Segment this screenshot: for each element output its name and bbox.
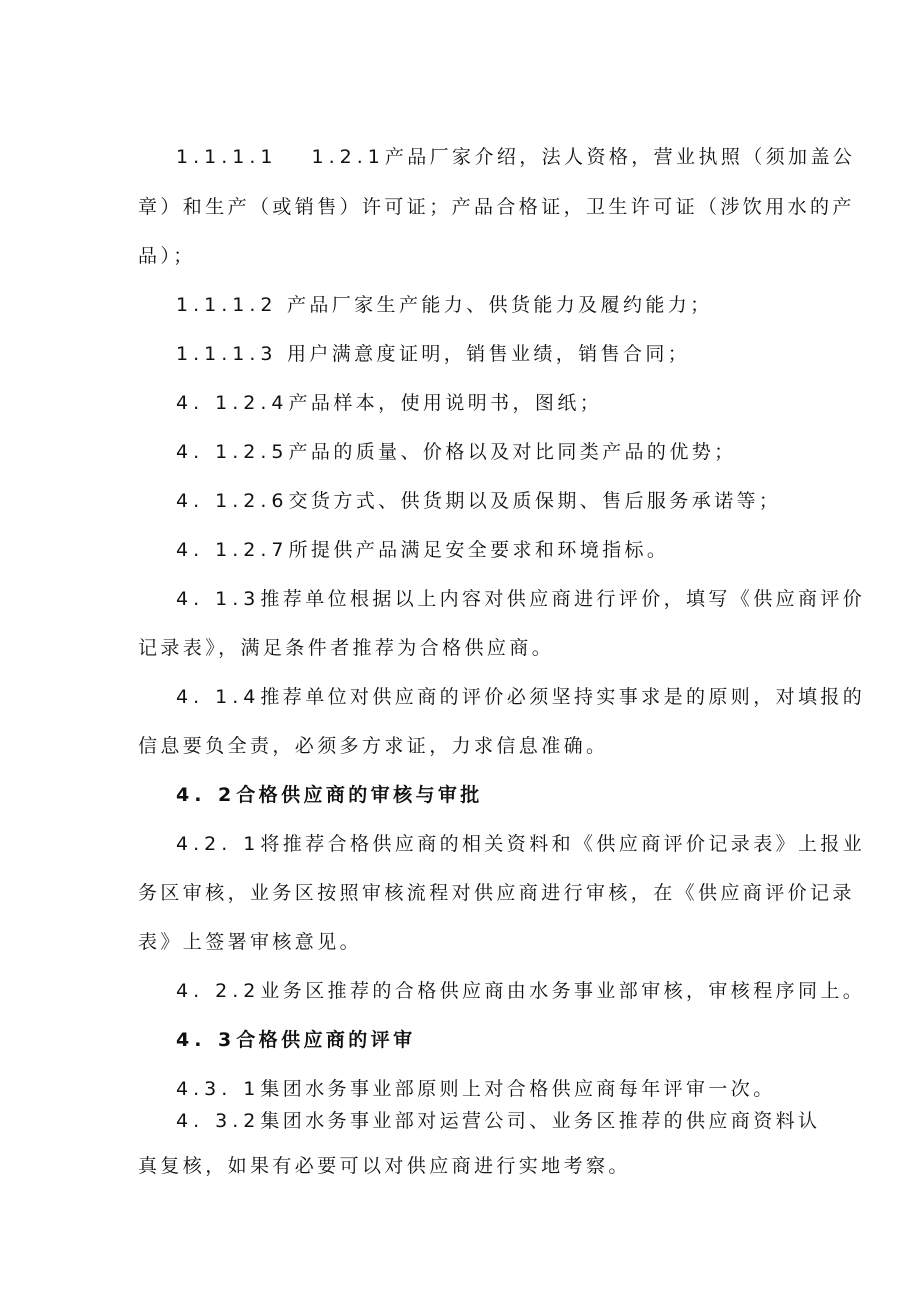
clause-number: 1.1.1.2: [176, 294, 278, 316]
paragraph-text: 所提供产品满足安全要求和环境指标。: [288, 539, 670, 561]
paragraph-5: [176, 439, 737, 465]
paragraph-10-line-2: 务区审核，业务区按照审核流程对供应商进行审核，在《供应商评价记录: [138, 882, 855, 904]
clause-number: 4. 2.2: [176, 980, 261, 1002]
paragraph-text: 产品厂家生产能力、供货能力及履约能力；: [286, 294, 713, 316]
paragraph-12: [176, 1076, 776, 1102]
paragraph-text: 将推荐合格供应商的相关资料和《供应商评价记录表》上报业: [260, 833, 866, 855]
paragraph-text: 推荐单位对供应商的评价必须坚持实事求是的原则，对填报的: [260, 686, 866, 708]
paragraph-8-line-2: 记录表》，满足条件者推荐为合格供应商。: [138, 637, 555, 659]
section-title: 合格供应商的评审: [236, 1029, 416, 1051]
paragraph-13-line-2: 真复核，如果有必要可以对供应商进行实地考察。: [138, 1155, 631, 1177]
paragraph-1-line-1: [176, 144, 855, 170]
section-number: 4. 2: [176, 784, 237, 806]
paragraph-9-line-1: [176, 684, 865, 710]
paragraph-1-line-2: 章）和生产（或销售）许可证；产品合格证，卫生许可证（涉饮用水的产: [138, 196, 855, 218]
paragraph-text: 产品厂家介绍，法人资格，营业执照（须加盖公: [384, 146, 856, 168]
clause-number: 4.3. 1: [176, 1078, 261, 1100]
paragraph-9-line-2: 信息要负全责，必须多方求证，力求信息准确。: [138, 735, 609, 757]
clause-number: 4. 1.3: [176, 588, 261, 610]
paragraph-6: [176, 488, 781, 514]
section-heading-4-3: [176, 1027, 415, 1053]
clause-number: 4. 3.2: [176, 1110, 261, 1132]
clause-number: 4.2. 1: [176, 833, 261, 855]
section-title: 合格供应商的审核与审批: [236, 784, 483, 806]
paragraph-10-line-3: 表》上签署审核意见。: [138, 931, 363, 953]
clause-number: 1.1.1.1: [176, 146, 278, 168]
paragraph-text: 集团水务事业部对运营公司、业务区推荐的供应商资料认: [260, 1110, 821, 1132]
paragraph-1-line-3: 品）；: [138, 245, 196, 267]
clause-number: 4. 1.2.7: [176, 539, 289, 561]
paragraph-text: 交货方式、供货期以及质保期、售后服务承诺等；: [288, 490, 782, 512]
clause-number: 1.1.1.3: [176, 343, 278, 365]
paragraph-13-line-1: [176, 1108, 820, 1134]
paragraph-text: 业务区推荐的合格供应商由水务事业部审核，审核程序同上。: [260, 980, 866, 1002]
clause-number: 4. 1.2.5: [176, 441, 289, 463]
paragraph-4: [176, 390, 602, 416]
paragraph-text: 用户满意度证明，销售业绩，销售合同；: [286, 343, 691, 365]
section-number: 4. 3: [176, 1029, 237, 1051]
clause-number: 4. 1.2.6: [176, 490, 289, 512]
section-heading-4-2: [176, 782, 483, 808]
paragraph-text: 产品样本，使用说明书，图纸；: [288, 392, 603, 414]
paragraph-7: [176, 537, 669, 563]
paragraph-8-line-1: [176, 586, 865, 612]
paragraph-3: [176, 341, 690, 367]
clause-number: 4. 1.4: [176, 686, 261, 708]
paragraph-text: 产品的质量、价格以及对比同类产品的优势；: [288, 441, 737, 463]
paragraph-2: [176, 292, 713, 318]
paragraph-text: 推荐单位根据以上内容对供应商进行评价，填写《供应商评价: [260, 588, 866, 610]
paragraph-text: 集团水务事业部原则上对合格供应商每年评审一次。: [260, 1078, 776, 1100]
paragraph-10-line-1: [176, 831, 865, 857]
paragraph-11: [176, 978, 865, 1004]
clause-number: 1.2.1: [311, 146, 385, 168]
clause-number: 4. 1.2.4: [176, 392, 289, 414]
